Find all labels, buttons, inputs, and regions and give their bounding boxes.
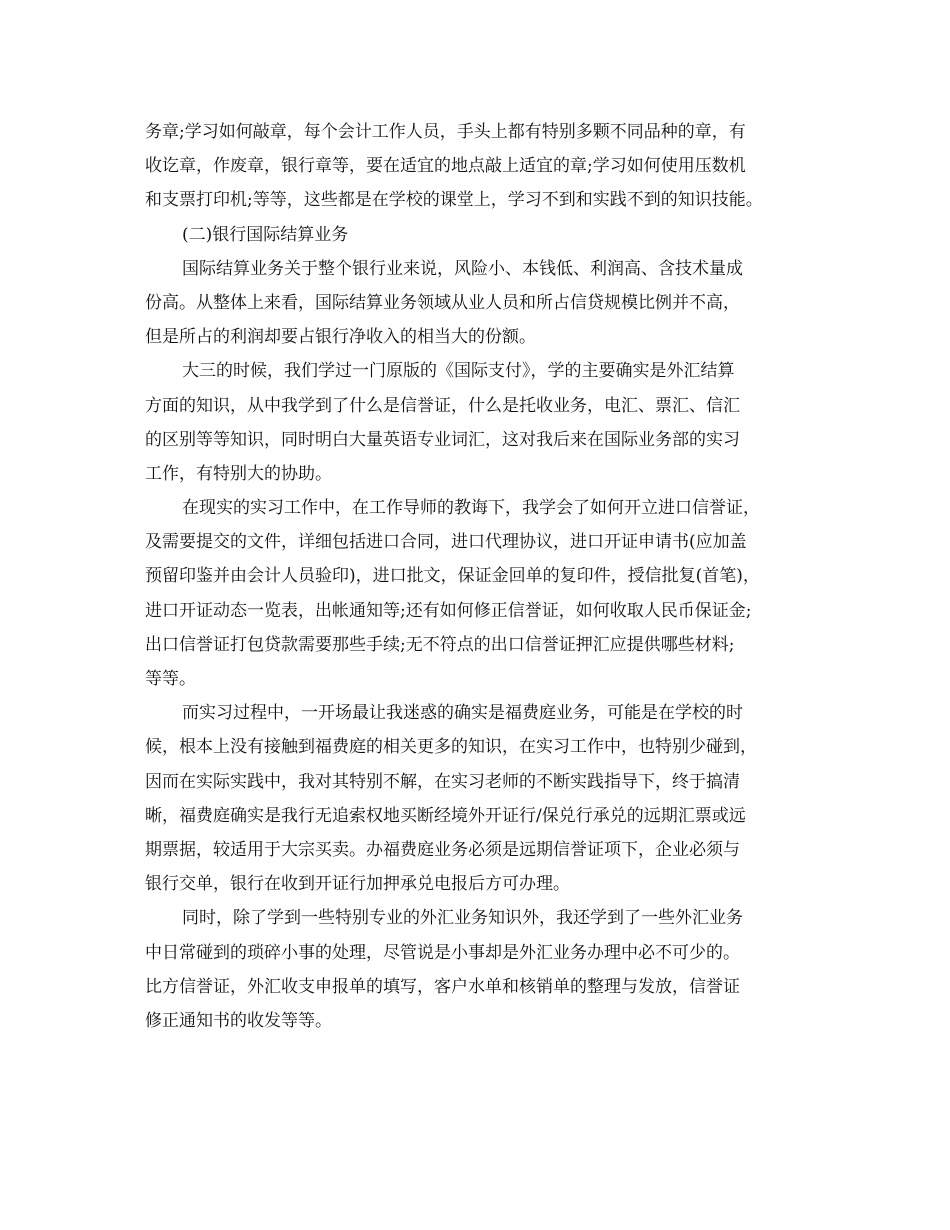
text-line: 银行交单，银行在收到开证行加押承兑电报后方可办理。 <box>145 874 570 895</box>
section-heading: (二)银行国际结算业务 <box>182 224 349 245</box>
text-line: 同时，除了学到一些特别专业的外汇业务知识外，我还学到了一些外汇业务 <box>182 908 743 929</box>
text-line: 国际结算业务关于整个银行业来说，风险小、本钱低、利润高、含技术量成 <box>182 258 743 279</box>
text-line: 在现实的实习工作中，在工作导师的教诲下，我学会了如何开立进口信誉证， <box>182 498 760 519</box>
text-line: 晰，福费庭确实是我行无追索权地买断经境外开证行/保兑行承兑的远期汇票或远 <box>145 805 746 826</box>
text-line: 因而在实际实践中，我对其特别不解，在实习老师的不断实践指导下，终于搞清 <box>145 771 740 792</box>
text-line: 大三的时候，我们学过一门原版的《国际支付》，学的主要确实是外汇结算 <box>182 361 735 382</box>
text-line: 修正通知书的收发等等。 <box>145 1010 332 1031</box>
text-line: 进口开证动态一览表，出帐通知等;还有如何修正信誉证，如何收取人民币保证金; <box>145 600 752 621</box>
text-line: 收讫章，作废章，银行章等，要在适宜的地点敲上适宜的章;学习如何使用压数机 <box>145 156 746 177</box>
document-body <box>145 115 825 1038</box>
text-line: 期票据，较适用于大宗买卖。办福费庭业务必须是远期信誉证项下，企业必须与 <box>145 839 740 860</box>
text-line: 份高。从整体上来看，国际结算业务领域从业人员和所占信贷规模比例并不高， <box>145 292 740 313</box>
text-line: 和支票打印机;等等，这些都是在学校的课堂上，学习不到和实践不到的知识技能。 <box>145 190 763 211</box>
text-line: 务章;学习如何敲章，每个会计工作人员，手头上都有特别多颗不同品种的章，有 <box>145 122 746 142</box>
text-line: 预留印鉴并由会计人员验印)，进口批文，保证金回单的复印件，授信批复(首笔)， <box>145 566 760 587</box>
text-line: 工作，有特别大的协助。 <box>145 463 332 484</box>
text-line: 及需要提交的文件，详细包括进口合同，进口代理协议，进口开证申请书(应加盖 <box>145 532 747 553</box>
text-line: 等等。 <box>145 669 196 689</box>
text-line: 方面的知识，从中我学到了什么是信誉证，什么是托收业务，电汇、票汇、信汇 <box>145 395 740 416</box>
text-line: 出口信誉证打包贷款需要那些手续;无不符点的出口信誉证押汇应提供哪些材料; <box>145 634 735 655</box>
text-line: 的区别等等知识，同时明白大量英语专业词汇，这对我后来在国际业务部的实习 <box>145 429 740 450</box>
text-line: 而实习过程中，一开场最让我迷惑的确实是福费庭业务，可能是在学校的时 <box>182 703 743 724</box>
text-line: 比方信誉证，外汇收支申报单的填写，客户水单和核销单的整理与发放，信誉证 <box>145 976 740 997</box>
text-line: 但是所占的利润却要占银行净收入的相当大的份额。 <box>145 327 536 348</box>
text-line: 候，根本上没有接触到福费庭的相关更多的知识，在实习工作中，也特别少碰到， <box>145 737 757 758</box>
text-line: 中日常碰到的琐碎小事的处理，尽管说是小事却是外汇业务办理中必不可少的。 <box>145 942 740 963</box>
